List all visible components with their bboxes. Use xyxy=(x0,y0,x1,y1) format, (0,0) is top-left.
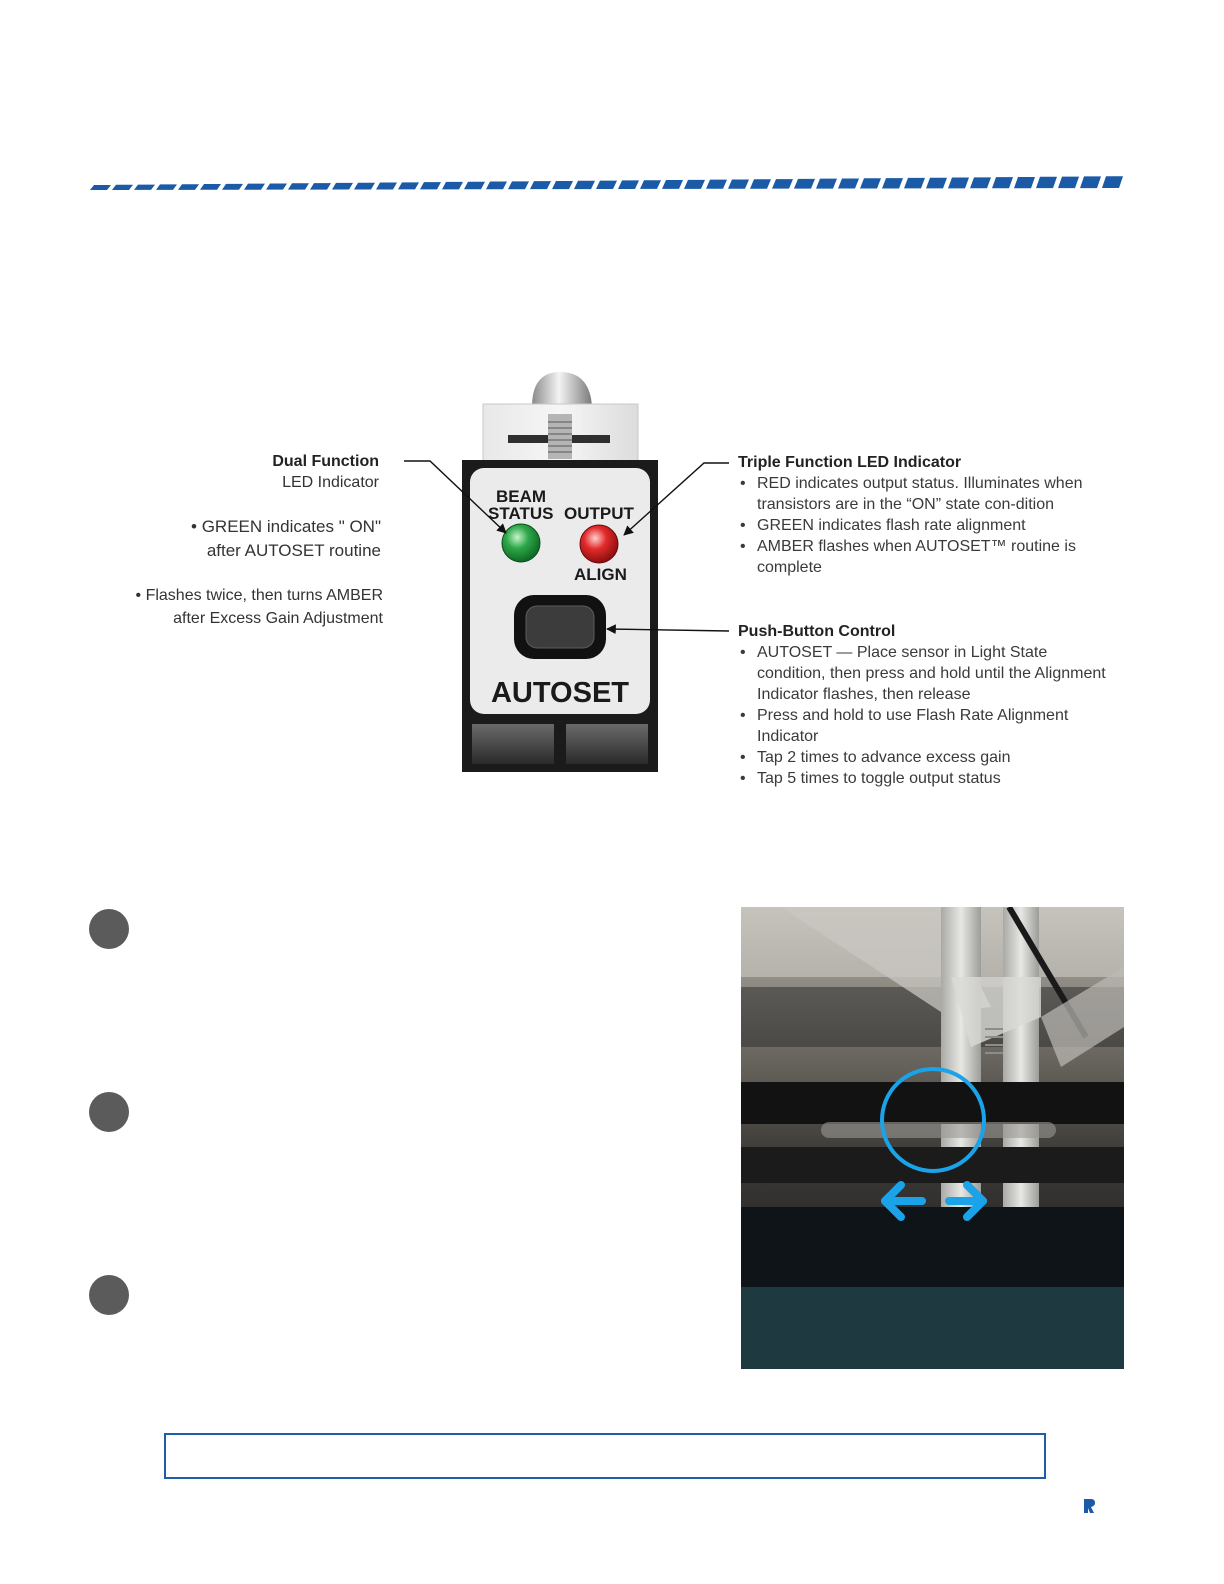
flashes-twice-line: • Flashes twice, then turns AMBER xyxy=(135,587,383,604)
green-indicates-line: • GREEN indicates " ON" xyxy=(191,517,381,536)
list-item: • RED indicates output status. Illuminates when transistors are in the “ON” state con-dition xyxy=(738,473,1118,515)
align-label: ALIGN xyxy=(574,565,627,584)
list-item: • Tap 2 times to advance excess gain xyxy=(738,747,1118,768)
autoset-label: AUTOSET xyxy=(490,677,630,709)
dual-function-title: Dual Function xyxy=(272,453,379,470)
push-button-title: Push-Button Control xyxy=(738,623,896,640)
list-item: • Press and hold to use Flash Rate Alignment Indicator xyxy=(738,705,1118,747)
list-item: • AUTOSET — Place sensor in Light State condition, then press and hold until the Alignment Indicator flashes, then release xyxy=(738,642,1118,705)
brand-logo-icon xyxy=(1082,1497,1096,1515)
push-button-list xyxy=(738,642,1118,789)
list-item: • Tap 5 times to toggle output status xyxy=(738,768,1118,789)
step-3-marker xyxy=(89,1275,129,1315)
dual-function-subtitle: LED Indicator xyxy=(282,474,379,491)
output-label: OUTPUT xyxy=(564,504,634,523)
installation-photo xyxy=(741,907,1124,1369)
status-label: STATUS xyxy=(488,504,554,523)
list-item: • GREEN indicates flash rate alignment xyxy=(738,515,1118,536)
list-item: • AMBER flashes when AUTOSET™ routine is complete xyxy=(738,536,1118,578)
step-1-marker xyxy=(89,909,129,949)
green-after-autoset-line: after AUTOSET routine xyxy=(206,541,381,560)
beam-label: BEAM xyxy=(496,487,547,506)
note-box xyxy=(164,1433,1046,1479)
triple-led-title: Triple Function LED Indicator xyxy=(738,454,962,471)
excess-gain-line: after Excess Gain Adjustment xyxy=(173,610,383,627)
triple-led-list xyxy=(738,473,1118,578)
step-2-marker xyxy=(89,1092,129,1132)
